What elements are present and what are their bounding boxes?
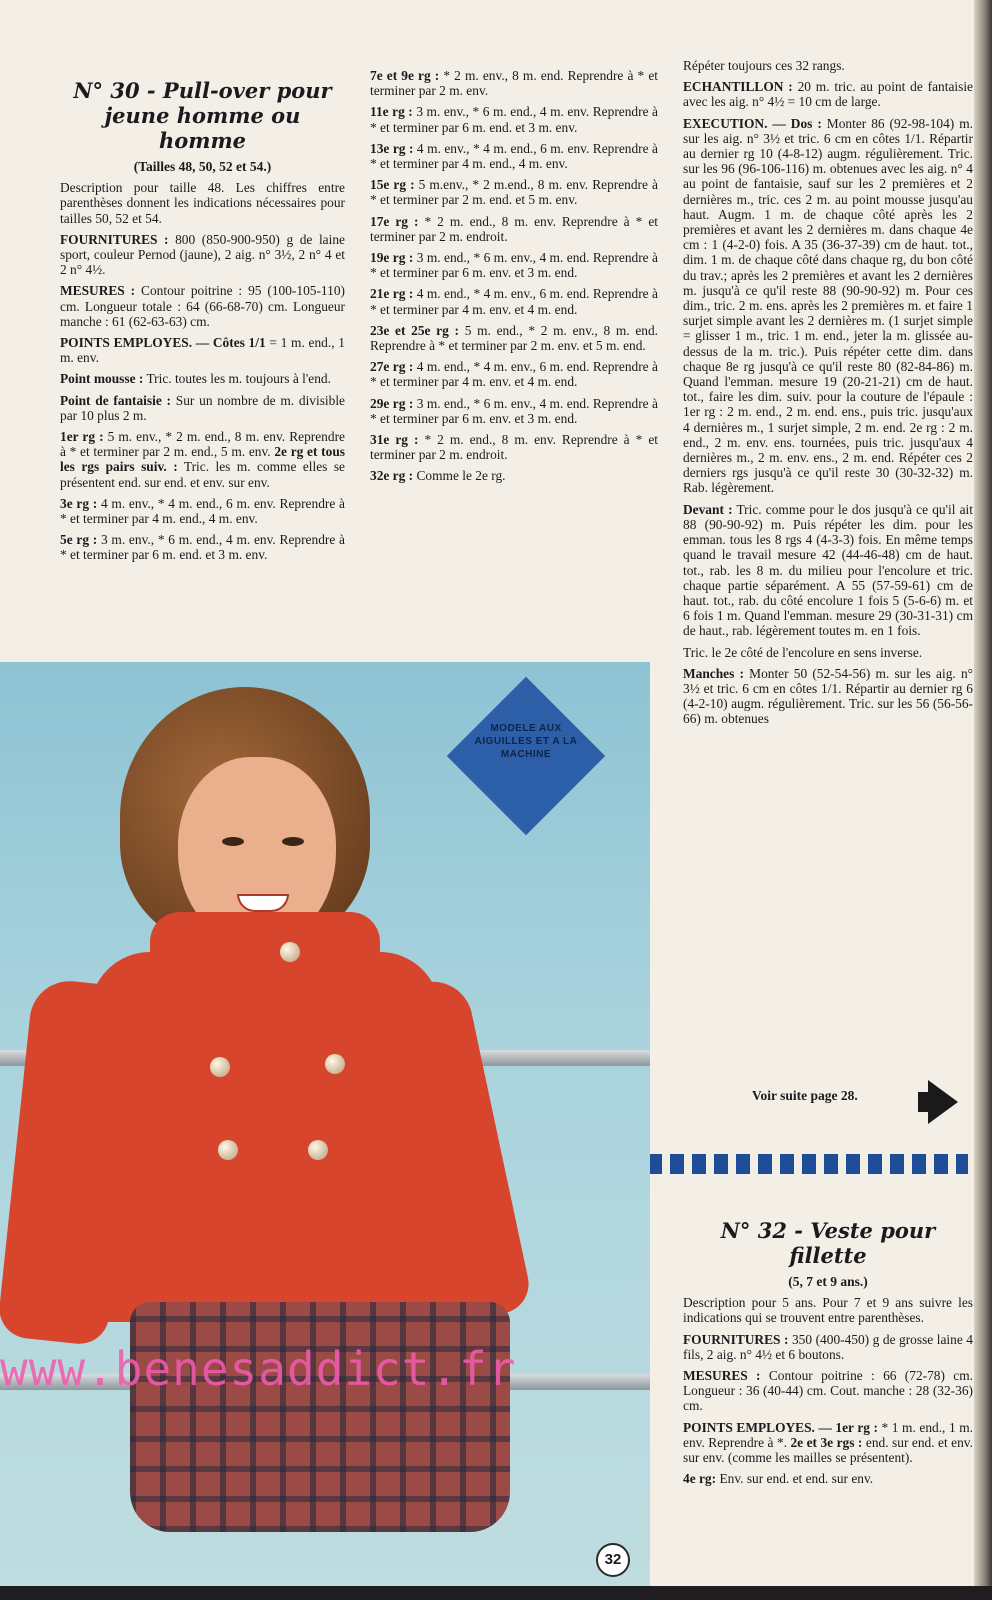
row-27: 27e rg : 4 m. end., * 4 m. env., 6 m. end. Reprendre à * et terminer par 4 m. env. et 4 m. end. — [370, 359, 658, 390]
pattern-30-column-1 — [60, 78, 345, 569]
fantaisie-paragraph: Point de fantaisie : Sur un nombre de m. divisible par 10 plus 2 m. — [60, 392, 345, 423]
row-17: 17e rg : * 2 m. end., 8 m. env. Reprendre à * et terminer par 2 m. endroit. — [370, 213, 658, 244]
repeat-note: Répéter toujours ces 32 rangs. — [683, 58, 845, 73]
pattern-30-intro: Description pour taille 48. Les chiffres entre parenthèses donnent les indications nécessaires pour tailles 50, 52 et 54. — [60, 180, 345, 226]
fournitures-paragraph: FOURNITURES : 800 (850-900-950) g de laine sport, couleur Pernod (jaune), 2 aig. n° 3½, 2 n° 4 et 2 n° 4½. — [60, 231, 345, 278]
pattern-32-intro: Description pour 5 ans. Pour 7 et 9 ans suivre les indications qui se trouvent entre parenthèses. — [683, 1295, 973, 1326]
bottom-edge — [0, 1586, 992, 1600]
pattern-32-row-4: 4e rg: Env. sur end. et end. sur env. — [683, 1471, 874, 1487]
pattern-32-mesures: MESURES : Contour poitrine : 66 (72-78) cm. Longueur : 36 (40-44) cm. Cout. manche : 28 (32-36) cm. — [683, 1368, 973, 1414]
coat-button — [210, 1057, 230, 1077]
row-21: 21e rg : 4 m. end., * 4 m. env., 6 m. end. Reprendre à * et terminer par 4 m. env. et 4 m. end. — [370, 286, 658, 317]
row-3: 3e rg : 4 m. env., * 4 m. end., 6 m. env. Reprendre à * et terminer par 4 m. end., 4 m. env. — [60, 495, 345, 527]
page-binding-shadow — [974, 0, 992, 1600]
badge-text: MODELE AUX AIGUILLES ET A LA MACHINE — [474, 723, 578, 760]
pattern-30-title: N° 30 - Pull-over pour jeune homme ou homme — [73, 78, 332, 153]
row-13: 13e rg : 4 m. env., * 4 m. end., 6 m. env. Reprendre à * et terminer par 4 m. end., 4 m. env. — [370, 140, 658, 172]
row-1: 1er rg : 5 m. env., * 2 m. end., 8 m. env. Reprendre à * et terminer par 2 m. end., 5 m. env. 2e rg et tous les rgs pairs suiv. : Tric. les m. comme elles se présentent end. sur end. et env. sur env. — [60, 429, 345, 490]
devant-paragraph: Devant : Tric. comme pour le dos jusqu'à ce qu'il ait 88 (90-90-92) m. Puis répéter les dim. pour les emman. tous les 8 rgs 4 (4-3-3) fois. En même temps quand le travail mesure 42 (44-46-48) cm de haut. tot., rab. les 8 m. du milieu pour l'encolure et tric. chaque partie séparément. A 55 (57-59-61) cm de haut. tot., rab. du côté encolure 1 fois 5 (5-6-6) m. et 6 fois 1 m. Quand l'emman. mesure 29 (30-31-31) cm de haut., rab. légèrement toutes m. en 1 fois. — [683, 501, 974, 639]
continued-on-page-note: Voir suite page 28. — [752, 1088, 858, 1103]
pattern-32-fournitures: FOURNITURES : 350 (400-450) g de grosse laine 4 fils, 2 aig. n° 4½ et 6 boutons. — [683, 1331, 973, 1362]
pattern-32-column — [683, 1218, 973, 1492]
plaid-skirt — [130, 1302, 510, 1532]
devant-note: Tric. le 2e côté de l'encolure en sens inverse. — [683, 644, 923, 660]
pattern-32-sizes: (5, 7 et 9 ans.) — [788, 1274, 868, 1289]
pattern-30-column-2 — [370, 68, 658, 490]
watermark-url: www.benesaddict.fr — [0, 1342, 517, 1396]
pattern-30-column-3 — [683, 58, 973, 733]
pattern-30-sizes: (Tailles 48, 50, 52 et 54.) — [133, 159, 272, 174]
left-eye — [222, 837, 244, 846]
row-19: 19e rg : 3 m. end., * 6 m. env., 4 m. end. Reprendre à * et terminer par 6 m. env. et 3 m. end. — [370, 250, 658, 281]
row-15: 15e rg : 5 m.env., * 2 m.end., 8 m. env. Reprendre à * et terminer par 2 m. end. et 5 m. env. — [370, 177, 658, 208]
pattern-32-title: N° 32 - Veste pour fillette — [720, 1218, 936, 1268]
mousse-paragraph: Point mousse : Tric. toutes les m. toujours à l'end. — [60, 371, 331, 387]
pattern-32-points: POINTS EMPLOYES. — 1er rg : * 1 m. end., 1 m. env. Reprendre à *. 2e et 3e rgs : end. sur end. et env. sur env. (comme les mailles se présentent). — [683, 1419, 973, 1466]
coat-button — [308, 1140, 328, 1160]
mesures-paragraph: MESURES : Contour poitrine : 95 (100-105-110) cm. Longueur totale : 64 (66-68-70) cm. Longueur manche : 61 (62-63-63) cm. — [60, 283, 345, 329]
page-number: 32 — [596, 1543, 630, 1577]
coat-button — [325, 1054, 345, 1074]
row-31: 31e rg : * 2 m. end., 8 m. env. Reprendre à * et terminer par 2 m. endroit. — [370, 432, 658, 463]
arrow-right-head-icon — [928, 1080, 958, 1124]
row-11: 11e rg : 3 m. env., * 6 m. end., 4 m. env. Reprendre à * et terminer par 6 m. end. et 3 m. env. — [370, 104, 658, 135]
coat-button — [280, 942, 300, 962]
coat-button — [218, 1140, 238, 1160]
row-5: 5e rg : 3 m. env., * 6 m. end., 4 m. env. Reprendre à * et terminer par 6 m. end. et 3 m. env. — [60, 532, 345, 563]
row-7: 7e et 9e rg : * 2 m. env., 8 m. end. Reprendre à * et terminer par 2 m. env. — [370, 68, 659, 99]
echantillon-paragraph: ECHANTILLON : 20 m. tric. au point de fantaisie avec les aig. n° 4½ = 10 cm de large. — [683, 79, 973, 110]
row-29: 29e rg : 3 m. end., * 6 m. env., 4 m. end. Reprendre à * et terminer par 6 m. env. et 3 m. end. — [370, 395, 658, 426]
points-paragraph: POINTS EMPLOYES. — Côtes 1/1 = 1 m. end., 1 m. env. — [60, 335, 345, 366]
execution-paragraph: EXECUTION. — Dos : Monter 86 (92-98-104) m. sur les aig. n° 3½ et tric. 6 cm en côtes 1/1. Répartir au dernier rg 10 (4-8-12) augm. régulièrement. Tric. sur les 96 (96-106-116) m. obtenues avec les aig. n° 4 au point de fantaisie, sauf sur les 2 premières et 2 dernières m., tric. ces 2 m. au point mousse jusqu'au haut. Augm. 1 m. de chaque côté après les 2 premières et avant les 2 dernières m. dans chaque 4e cm : 1 (4-2-0) fois. A 35 (36-37-39) cm de haut. tot., dim. 1 m. de chaque côté dans chaque rg, du bon côté du trav.; après les 2 premières et avant les 2 dernières m. jusqu'à ce qu'il reste 88 (90-90-92) m. Pour ces dim., tric. 2 m. ens. après les 2 premières m. et faire 1 surjet simple avant les 2 dernières m. (1 surjet simple = glisser 1 m., tric. 1 m. end., jeter la m. glissée au-dessus de la m. tric.). Puis répéter cette dim. dans chaque 8e rg jusqu'à ce qu'il reste 80 (82-84-86) m. Quand l'emman. mesure 19 (20-21-21) cm de haut. tot., faire les dim. suiv. pour la couture de l'épaule : 1er rg : 2 m. end., 2 m. end. ens., puis tric. jusqu'aux 4 dernières m., 1 surjet simple, 2 m. end. 2e rg : 2 m. end., 2 m. env. ens. tournées, puis tric. jusqu'aux 4 dernières m., 2 m. env. ens., 2 m. end. Répéter ces 2 derniers rgs jusqu'à ce qu'il reste 30 (30-32-32) m. Rab. légèrement. — [683, 115, 973, 496]
row-32: 32e rg : Comme le 2e rg. — [370, 468, 506, 484]
section-divider — [648, 1154, 968, 1174]
manches-paragraph: Manches : Monter 50 (52-54-56) m. sur les aig. n° 3½ et tric. 6 cm en côtes 1/1. Répartir au dernier rg 6 (4-2-10) augm. régulièrement. Tric. sur les 56 (56-56-66) m. obtenues — [683, 665, 973, 727]
row-23: 23e et 25e rg : 5 m. end., * 2 m. env., 8 m. end. Reprendre à * et terminer par 2 m. env. et 5 m. end. — [370, 322, 659, 354]
right-eye — [282, 837, 304, 846]
